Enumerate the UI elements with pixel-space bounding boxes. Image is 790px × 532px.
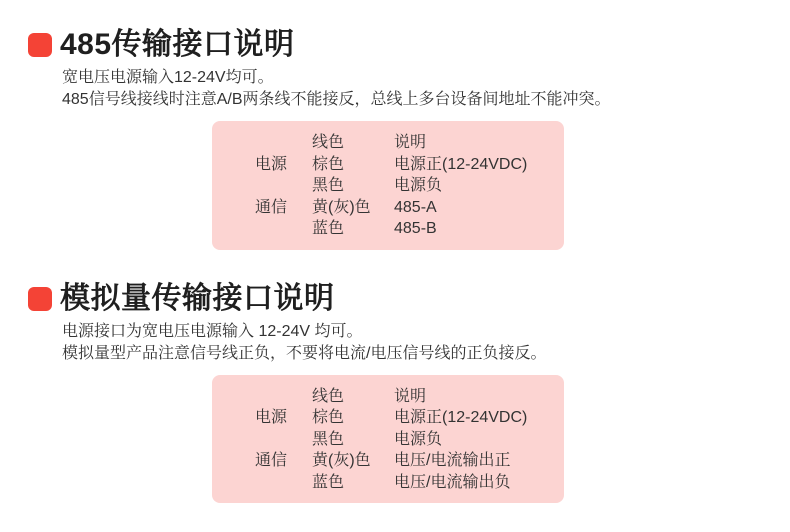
cell-group: 通信 [255,198,288,216]
cell-description: 电源正(12-24VDC) [394,409,528,426]
cell-group [255,175,312,197]
cell-group: 电源 [255,155,288,173]
section-analog-header [28,281,790,315]
table-row [212,429,564,451]
section-485-paragraph-2: 485信号线接线时注意A/B两条线不能接反，总线上多台设备间地址不能冲突。 [62,91,611,108]
section-485-header [28,30,790,60]
cell-wire-color: 棕色 [312,155,345,173]
cell-group: 电源 [255,409,288,426]
section-analog-paragraphs [62,321,790,365]
table-header-row [212,132,564,154]
red-square-bullet-icon [28,287,52,311]
header-cell-description: 说明 [394,387,427,405]
cell-description: 电源负 [394,430,443,448]
table-row [212,218,564,240]
table-row [212,472,564,494]
cell-description: 485-A [394,198,437,216]
cell-wire-color: 蓝色 [312,220,345,237]
cell-group: 通信 [255,452,288,469]
section-analog-paragraph-1: 电源接口为宽电压电源输入 12-24V 均可。 [62,322,363,340]
wiring-table-panel-485 [212,121,564,250]
cell-wire-color: 黄(灰)色 [312,198,371,216]
section-analog-interface [0,281,790,504]
table-row [212,154,564,176]
cell-wire-color: 棕色 [312,409,345,426]
section-485-interface [0,0,790,250]
table-header-row [212,386,564,408]
cell-wire-color: 黑色 [312,177,345,194]
table-row [212,407,564,429]
section-485-title: 485传输接口说明 [60,28,295,61]
section-485-paragraphs [62,67,790,111]
red-square-bullet-icon [28,33,52,57]
table-row [212,175,564,197]
cell-group [255,472,312,494]
cell-description: 电压/电流输出负 [394,473,511,491]
cell-wire-color: 蓝色 [312,473,345,491]
section-analog-paragraph-2: 模拟量型产品注意信号线正负，不要将电流/电压信号线的正负接反。 [62,344,547,362]
header-cell-group [255,132,312,154]
table-row [212,197,564,219]
section-485-paragraph-1: 宽电压电源输入12-24V均可。 [62,69,274,86]
cell-wire-color: 黄(灰)色 [312,452,371,469]
cell-description: 电源正(12-24VDC) [394,155,528,173]
cell-description: 电源负 [394,177,443,194]
cell-group [255,218,312,240]
cell-description: 电压/电流输出正 [394,452,511,469]
cell-wire-color: 黑色 [312,430,345,448]
wiring-table-panel-analog [212,375,564,504]
section-analog-title: 模拟量传输接口说明 [60,281,335,315]
table-row [212,450,564,472]
header-cell-wire-color: 线色 [312,387,345,405]
cell-description: 485-B [394,220,437,237]
header-cell-wire-color: 线色 [312,134,345,151]
header-cell-description: 说明 [394,134,427,151]
cell-group [255,429,312,451]
header-cell-group [255,386,312,408]
